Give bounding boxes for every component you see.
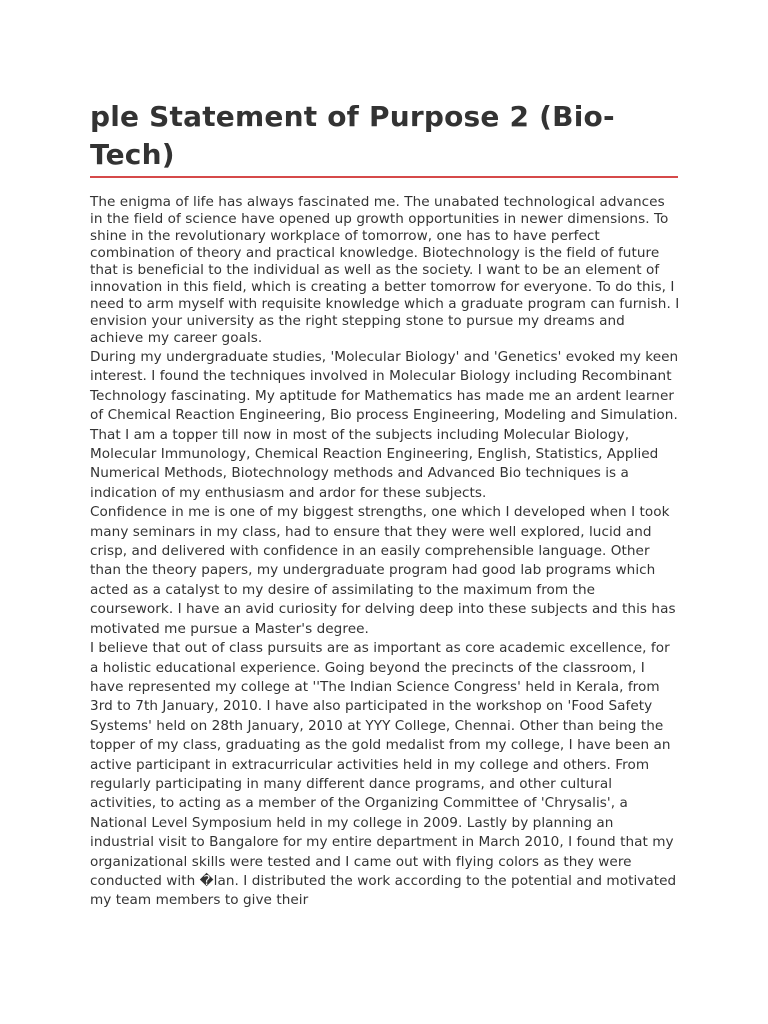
title-divider: [90, 176, 678, 178]
paragraph-intro: The enigma of life has always fascinated me. The unabated technological advances in the field of science have opened up growth opportunities in newer dimensions. To shine in the revolutionary workplace of tomorrow, one has to have perfect combination of theory and practical knowledge. Biotechnology is the field of future that is beneficial to the individual as well as the society. I want to be an element of innovation in this field, which is creating a better tomorrow for everyone. To do this, I need to arm myself with requisite knowledge which a graduate program can furnish. I envision your university as the right stepping stone to pursue my dreams and achieve my career goals.: [90, 194, 680, 346]
paragraph-undergraduate: During my undergraduate studies, 'Molecular Biology' and 'Genetics' evoked my keen interest. I found the techniques involved in Molecular Biology including Recombinant Technology fascinating. My aptitude for Mathematics has made me an ardent learner of Chemical Reaction Engineering, Bio process Engineering, Modeling and Simulation. That I am a topper till now in most of the subjects including Molecular Biology, Molecular Immunology, Chemical Reaction Engineering, English, Statistics, Applied Numerical Methods, Biotechnology methods and Advanced Bio techniques is a indication of my enthusiasm and ardor for these subjects.: [90, 349, 679, 501]
document-page: [90, 98, 680, 911]
paragraph-confidence: Confidence in me is one of my biggest strengths, one which I developed when I took many seminars in my class, had to ensure that they were well explored, lucid and crisp, and delivered with confidence in an easily comprehensible language. Other than the theory papers, my undergraduate program had good lab programs which acted as a catalyst to my desire of assimilating to the maximum from the coursework. I have an avid curiosity for delving deep into these subjects and this has motivated me pursue a Master's degree.: [90, 504, 676, 637]
document-title: ple Statement of Purpose 2 (Bio-Tech): [90, 100, 615, 171]
paragraph-extracurricular: I believe that out of class pursuits are as important as core academic excellence, for a holistic educational experience. Going beyond the precincts of the classroom, I have represented my college at ''The Indian Science Congress' held in Kerala, from 3rd to 7th January, 2010. I have also participated in the workshop on 'Food Safety Systems' held on 28th January, 2010 at YYY College, Chennai. Other than being the topper of my class, graduating as the gold medalist from my college, I have been an active participant in extracurricular activities held in my college and others. From regularly participating in many different dance programs, and other cultural activities, to acting as a member of the Organizing Committee of 'Chrysalis', a National Level Symposium held in my college in 2009. Lastly by planning an industrial visit to Bangalore for my entire department in March 2010, I found that my organizational skills were tested and I came out with flying colors as they were conducted with �lan. I distributed the work according to the potential and motivated my team members to give their: [90, 640, 677, 909]
